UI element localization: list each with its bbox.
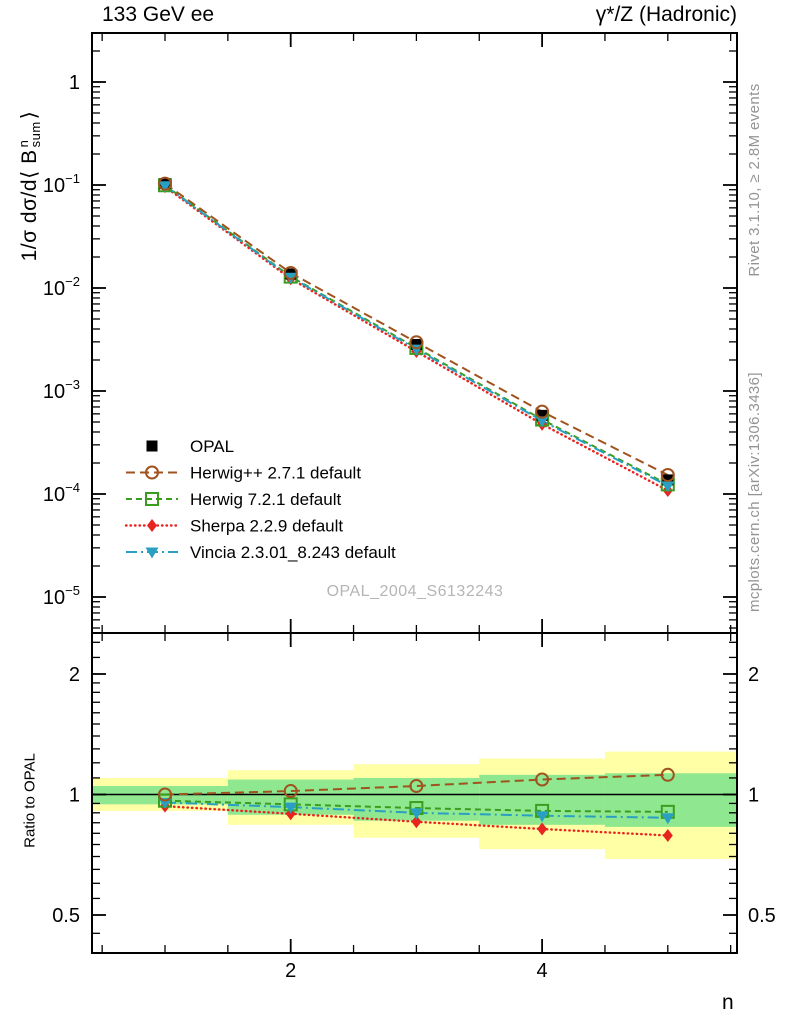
main-markers-herwig-2-7-1-default (159, 178, 674, 481)
y-tick-label-1e-1: $10^{-1}$ (42, 171, 80, 197)
process-title: γ*/Z (Hadronic) (595, 3, 737, 26)
ylabel-subscript: sum (28, 121, 43, 148)
legend (126, 437, 396, 562)
ylabel-prefix: 1/σ dσ/d⟨ B (17, 149, 41, 262)
x-tick-label-4: 4 (536, 960, 548, 982)
main-line-herwig-7-2-1-default (165, 185, 668, 484)
x-axis-label: n (722, 991, 734, 1014)
y-tick-label-1e-4: $10^{-4}$ (42, 480, 80, 506)
ratio-tick-label-right-2: 2 (748, 664, 760, 686)
analysis-id-watermark: OPAL_2004_S6132243 (326, 583, 504, 600)
series (159, 178, 675, 842)
main-y-axis-label (10, 36, 48, 336)
legend-label-vincia-2-3-01-8-243-default: Vincia 2.3.01_8.243 default (190, 543, 396, 562)
ratio-tick-label-left-1: 1 (68, 784, 80, 807)
ylabel-suffix: ⟩ (17, 110, 41, 120)
legend-marker-sherpa-2-2-9-default (147, 519, 157, 532)
y-tick-label-1e-2: $10^{-2}$ (42, 274, 80, 300)
legend-label-herwig-7-2-1-default: Herwig 7.2.1 default (190, 490, 342, 509)
legend-marker-opal (147, 441, 158, 452)
legend-label-opal: OPAL (190, 437, 235, 456)
x-tick-label-2: 2 (285, 960, 297, 982)
ylabel-supsub (15, 121, 43, 148)
main-line-herwig-2-7-1-default (165, 184, 668, 475)
ylabel-superscript: n (15, 139, 31, 148)
uncertainty-bands (92, 752, 737, 859)
main-markers-herwig-7-2-1-default (159, 179, 674, 490)
y-tick-label-1e-5: $10^{-5}$ (42, 583, 80, 609)
main-plot-frame (92, 33, 737, 633)
legend-label-herwig-2-7-1-default: Herwig++ 2.7.1 default (190, 463, 362, 483)
rivet-version-note: Rivet 3.1.10, ≥ 2.8M events (745, 83, 763, 277)
mcplots-arxiv-note: mcplots.cern.ch [arXiv:1306.3436] (745, 372, 763, 612)
main-markers-opal (160, 178, 674, 485)
beam-energy-title: 133 GeV ee (102, 3, 215, 26)
ratio-tick-label-right-1: 1 (748, 784, 760, 807)
ratio-tick-label-left-2: 2 (68, 664, 80, 686)
y-tick-label-1e-3: $10^{-3}$ (42, 377, 80, 403)
ratio-y-axis-label: Ratio to OPAL (21, 753, 39, 848)
legend-label-sherpa-2-2-9-default: Sherpa 2.2.9 default (190, 516, 344, 536)
ratio-tick-label-right-0.5: 0.5 (748, 905, 776, 927)
ratio-tick-label-left-0.5: 0.5 (52, 905, 80, 927)
y-tick-label-1: 1 (68, 72, 80, 94)
